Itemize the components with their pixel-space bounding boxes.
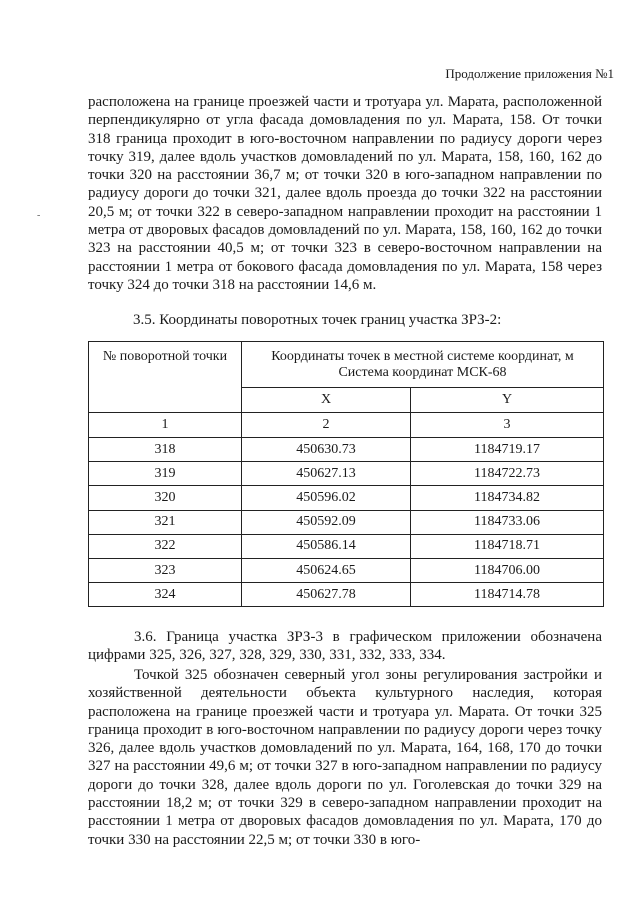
section-3-5-heading: 3.5. Координаты поворотных точек границ участка ЗРЗ-2: (133, 312, 502, 328)
x-cell: 450592.09 (242, 510, 411, 534)
column-number-3: 3 (411, 413, 604, 438)
y-cell: 1184714.78 (411, 583, 604, 607)
table-row (89, 534, 604, 558)
y-cell: 1184734.82 (411, 486, 604, 510)
y-cell: 1184722.73 (411, 462, 604, 486)
point-cell: 320 (89, 486, 242, 510)
paragraph-zrz2-description: расположена на границе проезжей части и тротуара ул. Марата, расположенной перпендикулярно от угла фасада домовладения по ул. Марата, 158. От точки 318 граница проходит в юго-восточном направлении по радиусу дороги через точку 319, далее вдоль участков домовладений по ул. Марата, 158, 160, 162 до точки 320 на расстоянии 36,7 м; от точки 320 в юго-западном направлении по радиусу дороги до точки 321, далее вдоль проезда до точки 322 на расстоянии 20,5 м; от точки 322 в северо-западном направлении проходит на расстоянии 1 метра от дворовых фасадов домовладений по ул. Марата, 158, 160, 162 до точки 323 на расстоянии 40,5 м; от точки 323 в северо-восточном направлении на расстоянии 1 метра от бокового фасада домовладения по ул. Марата, 158 через точку 324 до точки 318 на расстоянии 14,6 м. (88, 94, 602, 293)
table-row (89, 510, 604, 534)
table-row (89, 558, 604, 582)
margin-mark: - (37, 210, 41, 221)
coordinates-header-line2: Система координат МСК-68 (338, 365, 507, 380)
x-cell: 450596.02 (242, 486, 411, 510)
appendix-continuation-header: Продолжение приложения №1 (445, 66, 614, 81)
x-cell: 450627.78 (242, 583, 411, 607)
y-cell: 1184733.06 (411, 510, 604, 534)
y-header: Y (411, 388, 604, 413)
y-cell: 1184706.00 (411, 558, 604, 582)
paragraph-zrz3-description: Точкой 325 обозначен северный угол зоны регулирования застройки и хозяйственной деятельности объекта культурного наследия, которая расположена на границе проезжей части и тротуара ул. Марата. От точки 325 граница проходит в юго-восточном направлении по радиусу дороги через точку 326, далее вдоль участков домовладений по ул. Марата, 164, 168, 170 до точки 327 на расстоянии 49,6 м; от точки 327 в юго-западном направлении по радиусу дороги до точки 328, далее вдоль дороги по ул. Гоголевская до точки 329 на расстоянии 18,2 м; от точки 329 в северо-западном направлении проходит на расстоянии 1 метра от дворовых фасадов домовладения по ул. Марата, 170 до точки 330 на расстоянии 22,5 м; от точки 330 в юго- (88, 667, 602, 848)
y-cell: 1184719.17 (411, 438, 604, 462)
point-cell: 319 (89, 462, 242, 486)
x-cell: 450627.13 (242, 462, 411, 486)
table-row (89, 486, 604, 510)
point-cell: 323 (89, 558, 242, 582)
column-number-1: 1 (89, 413, 242, 438)
paragraph-3-6: 3.6. Граница участка ЗРЗ-3 в графическом приложении обозначена цифрами 325, 326, 327, 328, 329, 330, 331, 332, 333, 334. (88, 629, 602, 664)
x-cell: 450624.65 (242, 558, 411, 582)
point-number-header: № поворотной точки (89, 342, 242, 413)
table-row (89, 438, 604, 462)
table-row (89, 583, 604, 607)
coordinates-header-line1: Координаты точек в местной системе координат, м (271, 349, 574, 364)
point-cell: 324 (89, 583, 242, 607)
point-cell: 318 (89, 438, 242, 462)
x-cell: 450630.73 (242, 438, 411, 462)
column-number-2: 2 (242, 413, 411, 438)
coordinates-header (242, 342, 604, 388)
table-row (89, 462, 604, 486)
coordinates-table (88, 341, 604, 607)
x-cell: 450586.14 (242, 534, 411, 558)
point-cell: 322 (89, 534, 242, 558)
x-header: X (242, 388, 411, 413)
point-cell: 321 (89, 510, 242, 534)
y-cell: 1184718.71 (411, 534, 604, 558)
